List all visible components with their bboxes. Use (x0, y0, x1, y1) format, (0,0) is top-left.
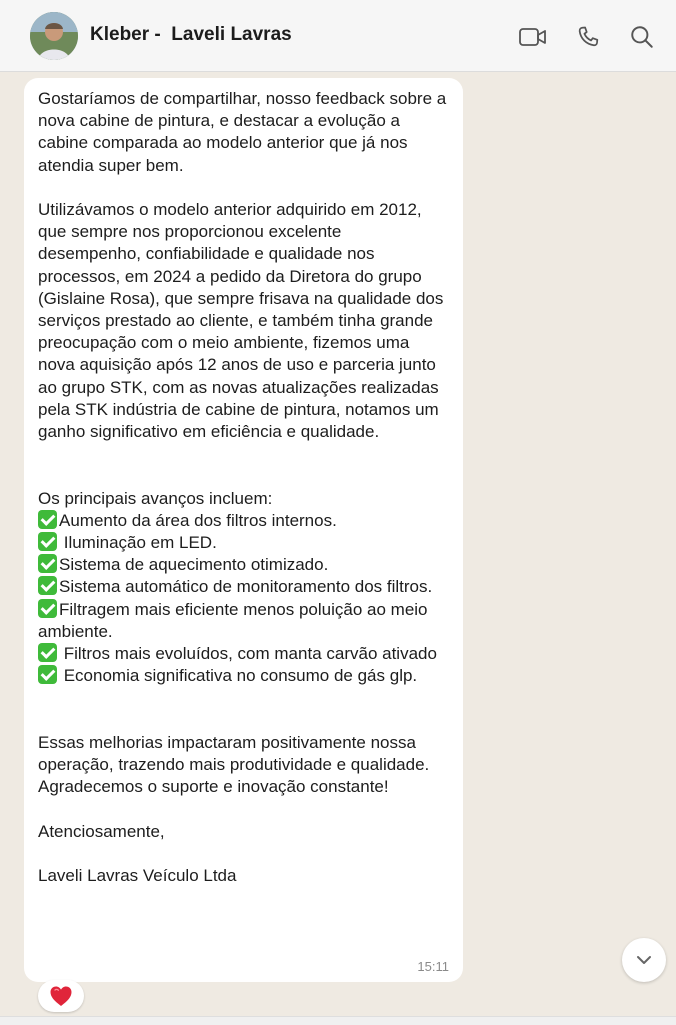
chat-header (0, 0, 676, 72)
heart-icon (49, 985, 73, 1007)
chevron-down-icon (634, 950, 654, 970)
check-emoji-icon (38, 576, 57, 595)
message-text (38, 88, 449, 887)
contact-avatar[interactable] (30, 12, 78, 60)
message-bubble[interactable] (24, 78, 463, 982)
avatar-photo (30, 12, 78, 60)
list-item: Economia significativa no consumo de gás glp. (59, 666, 418, 686)
search-icon[interactable] (627, 22, 657, 52)
message-timestamp: 15:11 (417, 959, 449, 974)
list-intro: Os principais avanços incluem: (38, 488, 273, 508)
video-call-icon[interactable] (518, 22, 548, 52)
signoff: Atenciosamente, (38, 821, 165, 841)
heart-reaction[interactable] (38, 980, 84, 1012)
list-item: Filtros mais evoluídos, com manta carvão ativado (59, 644, 437, 664)
check-emoji-icon (38, 665, 57, 684)
contact-name[interactable]: Kleber - Laveli Lavras (90, 24, 292, 45)
list-item: Sistema automático de monitoramento dos filtros. (59, 577, 433, 597)
check-emoji-icon (38, 599, 57, 618)
scroll-to-bottom-button[interactable] (622, 938, 666, 982)
paragraph-1: Gostaríamos de compartilhar, nosso feedback sobre a nova cabine de pintura, e destacar a evolução a cabine comparada ao modelo anterior que já nos atendia super bem. (38, 89, 451, 175)
list-item: Aumento da área dos filtros internos. (59, 510, 337, 530)
list-item: Iluminação em LED. (59, 533, 217, 553)
check-emoji-icon (38, 532, 57, 551)
signature: Laveli Lavras Veículo Ltda (38, 866, 237, 886)
paragraph-2: Utilizávamos o modelo anterior adquirido em 2012, que sempre nos proporcionou excelente desempenho, confiabilidade e qualidade nos processos, em 2024 a pedido da Diretora do grupo (Gislaine Rosa), que sempre frisava na qualidade dos serviços prestado ao cliente, e também tinha grande preocupação com o meio ambiente, fizemos uma nova aquisição após 12 anos de uso e parceria junto ao grupo STK, com as novas atualizações realizadas pela STK indústria de cabine de pintura, notamos um ganho significativo em eficiência e qualidade. (38, 200, 449, 442)
check-emoji-icon (38, 510, 57, 529)
list-item: Sistema de aquecimento otimizado. (59, 555, 329, 575)
closing-paragraph: Essas melhorias impactaram positivamente nossa operação, trazendo mais produtividade e qualidade. Agradecemos o suporte e inovação constante! (38, 732, 434, 797)
list-item: Filtragem mais eficiente menos poluição ao meio ambiente. (38, 599, 433, 641)
check-emoji-icon (38, 554, 57, 573)
phone-icon[interactable] (573, 22, 603, 52)
check-emoji-icon (38, 643, 57, 662)
